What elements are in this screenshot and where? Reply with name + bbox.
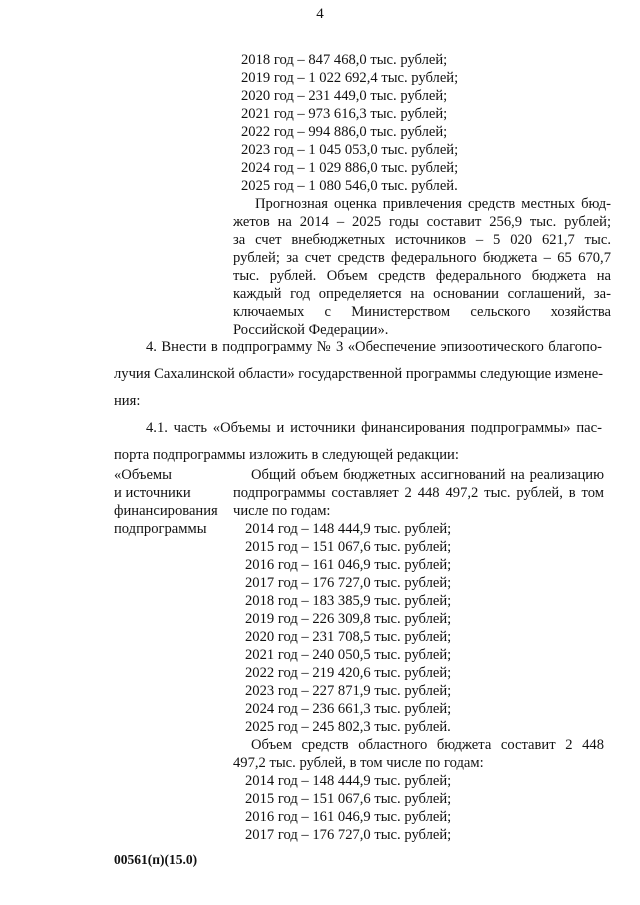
paragraph-line: за счет внебюджетных источников – 5 020 621,7 тыс. (233, 232, 611, 248)
funding-list-1 (233, 51, 611, 195)
funding-list-3 (233, 772, 604, 844)
label-line: «Объемы (114, 467, 172, 483)
paragraph-line: лучия Сахалинской области» государственной программы следующие измене- (114, 366, 604, 382)
funding-line: 2024 год – 236 661,3 тыс. рублей; (245, 701, 452, 717)
funding-line: 2021 год – 973 616,3 тыс. рублей; (241, 106, 448, 122)
label-line: финансирования (114, 503, 218, 519)
paragraph-line: Объем средств областного бюджета составит 2 448 (251, 737, 604, 753)
paragraph-line: 497,2 тыс. рублей, в том числе по годам: (233, 755, 484, 771)
funding-line: 2021 год – 240 050,5 тыс. рублей; (245, 647, 452, 663)
forecast-paragraph (233, 195, 611, 339)
funding-line: 2025 год – 1 080 546,0 тыс. рублей. (241, 178, 458, 194)
funding-line: 2024 год – 1 029 886,0 тыс. рублей; (241, 160, 459, 176)
item-4-paragraph (114, 334, 602, 415)
funding-line: 2018 год – 847 468,0 тыс. рублей; (241, 52, 448, 68)
paragraph-line: тыс. рублей. Объем средств федерального бюджета на (233, 268, 611, 284)
funding-line: 2022 год – 994 886,0 тыс. рублей; (241, 124, 448, 140)
funding-line: 2019 год – 1 022 692,4 тыс. рублей; (241, 70, 459, 86)
item-4-1-paragraph (114, 415, 602, 469)
paragraph-line: ключаемых с Министерством сельского хозяйства (233, 304, 611, 320)
funding-line: 2017 год – 176 727,0 тыс. рублей; (245, 575, 452, 591)
paragraph-line: ния: (114, 393, 141, 409)
paragraph-line: порта подпрограммы изложить в следующей редакции: (114, 447, 459, 463)
funding-line: 2023 год – 1 045 053,0 тыс. рублей; (241, 142, 459, 158)
paragraph-line: рублей; за счет средств федерального бюджета – 65 670,7 (233, 250, 611, 266)
table-label-cell (114, 466, 232, 538)
funding-line: 2015 год – 151 067,6 тыс. рублей; (245, 539, 452, 555)
funding-line: 2020 год – 231 708,5 тыс. рублей; (245, 629, 452, 645)
label-line: и источники (114, 485, 191, 501)
funding-line: 2016 год – 161 046,9 тыс. рублей; (245, 809, 452, 825)
paragraph-line: Прогнозная оценка привлечения средств местных бюд- (255, 196, 611, 212)
funding-line: 2025 год – 245 802,3 тыс. рублей. (245, 719, 451, 735)
table-content-cell (233, 466, 604, 844)
funding-line: 2016 год – 161 046,9 тыс. рублей; (245, 557, 452, 573)
paragraph-line: каждый год определяется на основании соглашений, за- (233, 286, 611, 302)
paragraph-line: 4.1. часть «Объемы и источники финансирования подпрограммы» пас- (146, 420, 602, 436)
paragraph-line: подпрограммы составляет 2 448 497,2 тыс. рублей, в том (233, 485, 604, 501)
label-line: подпрограммы (114, 521, 207, 537)
funding-list-2 (233, 520, 604, 736)
funding-line: 2014 год – 148 444,9 тыс. рублей; (245, 521, 452, 537)
paragraph-line: 4. Внести в подпрограмму № 3 «Обеспечение эпизоотического благопо- (146, 339, 602, 355)
paragraph-line: Общий объем бюджетных ассигнований на реализацию (251, 467, 604, 483)
funding-line: 2019 год – 226 309,8 тыс. рублей; (245, 611, 452, 627)
funding-line: 2018 год – 183 385,9 тыс. рублей; (245, 593, 452, 609)
funding-line: 2014 год – 148 444,9 тыс. рублей; (245, 773, 452, 789)
page-number: 4 (316, 6, 324, 22)
paragraph-line: жетов на 2014 – 2025 годы составит 256,9 тыс. рублей; (233, 214, 611, 230)
funding-line: 2015 год – 151 067,6 тыс. рублей; (245, 791, 452, 807)
funding-line: 2022 год – 219 420,6 тыс. рублей; (245, 665, 452, 681)
funding-line: 2017 год – 176 727,0 тыс. рублей; (245, 827, 452, 843)
paragraph-line: Российской Федерации». (233, 322, 389, 338)
document-code: 00561(п)(15.0) (114, 852, 198, 867)
funding-line: 2020 год – 231 449,0 тыс. рублей; (241, 88, 448, 104)
total-intro (233, 466, 604, 520)
paragraph-line: числе по годам: (233, 503, 331, 519)
funding-line: 2023 год – 227 871,9 тыс. рублей; (245, 683, 452, 699)
funding-block-1 (233, 51, 611, 339)
regional-intro (233, 736, 604, 772)
